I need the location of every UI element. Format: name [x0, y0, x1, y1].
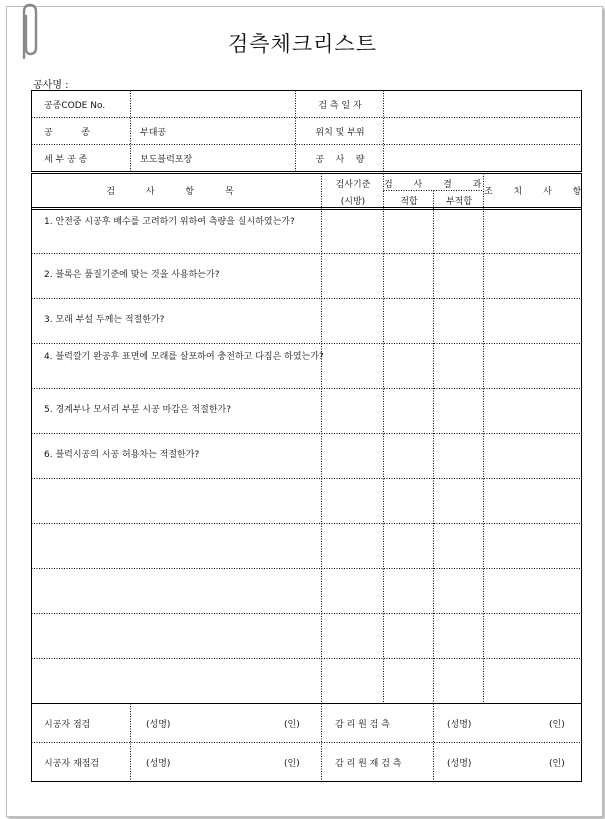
footer-contractor-check-seal: (인) [284, 720, 300, 730]
header-date-label: 검 측 일 자 [318, 101, 362, 111]
header-quantity-label: 공 사 량 [315, 155, 365, 165]
footer-contractor-recheck-label: 시공자 재점검 [44, 759, 100, 769]
footer-supervisor-check-sign: (성명) [447, 720, 472, 730]
column-pass: 적합 [400, 197, 418, 207]
header-type-value: 부대공 [140, 128, 167, 138]
checklist-item: 1. 안전중 시공후 배수를 고려하기 위하여 측량을 실시하였는가? [44, 217, 295, 227]
column-fail: 부적합 [445, 197, 473, 207]
footer-supervisor-recheck-seal: (인) [549, 759, 565, 769]
column-result: 검 사 결 과 [384, 180, 491, 190]
checklist-item: 2. 블록은 품질기준에 맞는 것을 사용하는가? [44, 270, 220, 280]
footer-contractor-recheck-sign: (성명) [146, 759, 171, 769]
column-standard: 검사기준 [335, 180, 371, 190]
header-code-label: 공종CODE No. [44, 101, 106, 111]
header-location-label: 위치 및 부위 [315, 128, 365, 138]
column-action: 조 치 사 항 [484, 187, 591, 197]
footer-supervisor-check-seal: (인) [549, 720, 565, 730]
footer-supervisor-check-label: 감 리 원 검 측 [335, 720, 390, 730]
site-name-label: 공사명 : [33, 80, 69, 91]
header-subtype-label: 세 부 공 종 [44, 155, 88, 165]
checklist-item: 4. 블럭깔기 완공후 표면에 모래를 살포하여 충전하고 다짐은 하였는가? [44, 352, 324, 362]
checklist-item: 5. 경계부나 모서리 부분 시공 마감은 적절한가? [44, 405, 232, 415]
column-standard-sub: (시방) [340, 197, 366, 207]
footer-contractor-check-label: 시공자 점검 [44, 720, 91, 730]
header-subtype-value: 보도블럭포장 [140, 155, 193, 165]
page-title: 검측체크리스트 [227, 32, 377, 56]
column-item: 검 사 항 목 [106, 187, 248, 197]
footer-supervisor-recheck-label: 감 리 원 재 검 측 [335, 759, 402, 769]
checklist-item: 6. 블럭시공의 시공 허용차는 적절한가? [44, 450, 200, 460]
footer-contractor-check-sign: (성명) [146, 720, 171, 730]
footer-contractor-recheck-seal: (인) [284, 759, 300, 769]
footer-supervisor-recheck-sign: (성명) [447, 759, 472, 769]
header-type-label: 공 종 [44, 128, 90, 138]
checklist-item: 3. 모래 부설 두께는 적절한가? [44, 315, 165, 325]
